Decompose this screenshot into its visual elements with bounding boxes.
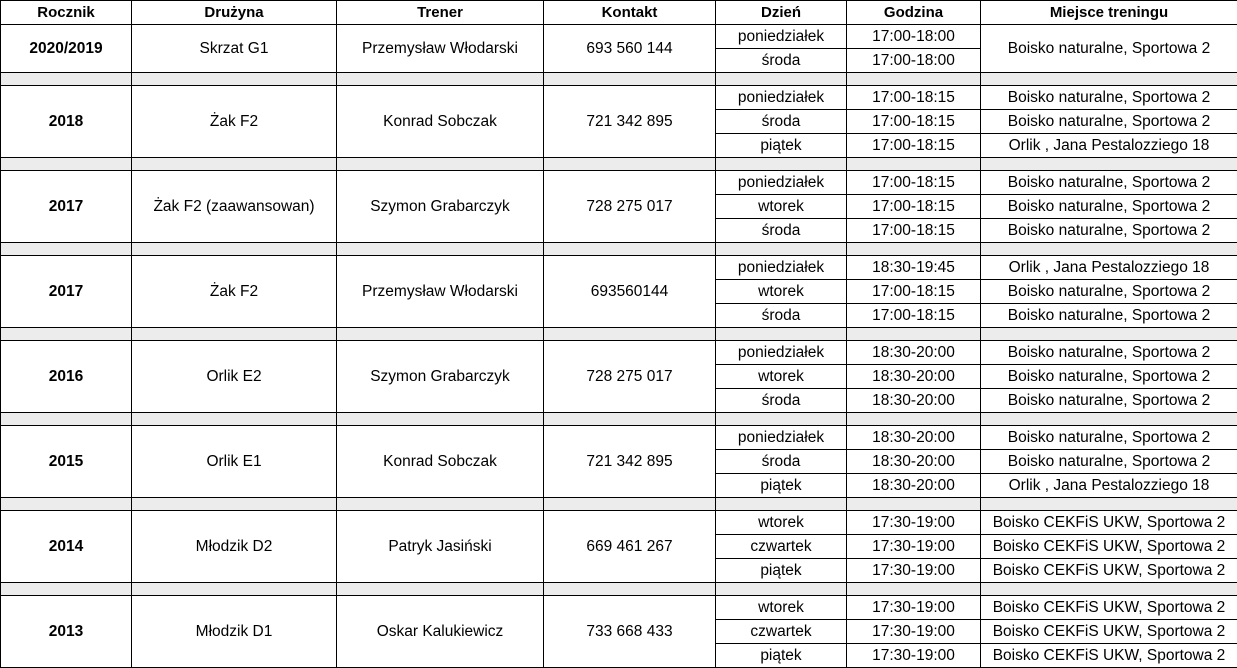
- table-row: [1, 511, 1237, 535]
- time-cell: 18:30-20:00: [847, 450, 981, 474]
- separator-cell: [1, 498, 132, 511]
- time-cell: 17:00-18:15: [847, 195, 981, 219]
- separator-cell: [1, 158, 132, 171]
- separator-cell: [1, 243, 132, 256]
- separator-cell: [1, 583, 132, 596]
- separator-cell: [1, 413, 132, 426]
- time-cell: 17:00-18:15: [847, 171, 981, 195]
- separator-cell: [337, 583, 544, 596]
- day-cell: środa: [716, 304, 847, 328]
- coach-cell: Patryk Jasiński: [337, 511, 544, 583]
- team-cell: Orlik E1: [132, 426, 337, 498]
- separator-cell: [716, 498, 847, 511]
- table-row: [1, 596, 1237, 620]
- time-cell: 17:00-18:15: [847, 304, 981, 328]
- location-cell: Boisko naturalne, Sportowa 2: [981, 219, 1237, 243]
- location-cell: Boisko naturalne, Sportowa 2: [981, 195, 1237, 219]
- team-cell: Żak F2: [132, 86, 337, 158]
- day-cell: środa: [716, 49, 847, 73]
- time-cell: 17:00-18:15: [847, 134, 981, 158]
- day-cell: wtorek: [716, 596, 847, 620]
- separator-cell: [544, 73, 716, 86]
- contact-cell: 693 560 144: [544, 25, 716, 73]
- separator-row: [1, 158, 1237, 171]
- header-row: [1, 1, 1237, 25]
- location-cell: Orlik , Jana Pestalozziego 18: [981, 134, 1237, 158]
- schedule-body: [1, 25, 1237, 668]
- separator-cell: [981, 498, 1237, 511]
- table-row: [1, 171, 1237, 195]
- day-cell: piątek: [716, 134, 847, 158]
- separator-cell: [847, 328, 981, 341]
- day-cell: wtorek: [716, 511, 847, 535]
- year-cell: 2014: [1, 511, 132, 583]
- coach-cell: Szymon Grabarczyk: [337, 341, 544, 413]
- separator-cell: [337, 243, 544, 256]
- separator-cell: [716, 243, 847, 256]
- separator-cell: [337, 158, 544, 171]
- time-cell: 18:30-20:00: [847, 474, 981, 498]
- day-cell: poniedziałek: [716, 256, 847, 280]
- separator-cell: [716, 73, 847, 86]
- separator-cell: [337, 73, 544, 86]
- table-row: [1, 86, 1237, 110]
- location-cell: Boisko CEKFiS UKW, Sportowa 2: [981, 620, 1237, 644]
- separator-cell: [337, 498, 544, 511]
- team-cell: Młodzik D1: [132, 596, 337, 668]
- header-dzien: Dzień: [716, 1, 847, 25]
- separator-cell: [132, 413, 337, 426]
- separator-cell: [1, 73, 132, 86]
- location-cell: Boisko naturalne, Sportowa 2: [981, 280, 1237, 304]
- team-cell: Żak F2 (zaawansowan): [132, 171, 337, 243]
- separator-cell: [716, 583, 847, 596]
- time-cell: 17:30-19:00: [847, 535, 981, 559]
- contact-cell: 669 461 267: [544, 511, 716, 583]
- coach-cell: Przemysław Włodarski: [337, 25, 544, 73]
- separator-row: [1, 583, 1237, 596]
- time-cell: 18:30-20:00: [847, 365, 981, 389]
- separator-cell: [544, 243, 716, 256]
- year-cell: 2013: [1, 596, 132, 668]
- day-cell: środa: [716, 219, 847, 243]
- table-row: [1, 341, 1237, 365]
- coach-cell: Szymon Grabarczyk: [337, 171, 544, 243]
- day-cell: piątek: [716, 474, 847, 498]
- location-cell: Boisko naturalne, Sportowa 2: [981, 110, 1237, 134]
- header-druzyna: Drużyna: [132, 1, 337, 25]
- separator-cell: [337, 328, 544, 341]
- year-cell: 2017: [1, 171, 132, 243]
- location-cell: Boisko naturalne, Sportowa 2: [981, 86, 1237, 110]
- header-rocznik: Rocznik: [1, 1, 132, 25]
- separator-cell: [981, 243, 1237, 256]
- header-trener: Trener: [337, 1, 544, 25]
- year-cell: 2016: [1, 341, 132, 413]
- location-cell: Boisko naturalne, Sportowa 2: [981, 365, 1237, 389]
- separator-cell: [847, 73, 981, 86]
- day-cell: środa: [716, 389, 847, 413]
- day-cell: poniedziałek: [716, 171, 847, 195]
- location-cell: Boisko naturalne, Sportowa 2: [981, 389, 1237, 413]
- location-cell: Boisko naturalne, Sportowa 2: [981, 450, 1237, 474]
- coach-cell: Konrad Sobczak: [337, 86, 544, 158]
- contact-cell: 728 275 017: [544, 171, 716, 243]
- separator-cell: [132, 328, 337, 341]
- contact-cell: 721 342 895: [544, 426, 716, 498]
- separator-cell: [981, 583, 1237, 596]
- day-cell: piątek: [716, 644, 847, 668]
- day-cell: poniedziałek: [716, 341, 847, 365]
- separator-cell: [132, 243, 337, 256]
- separator-cell: [847, 158, 981, 171]
- location-cell: Boisko naturalne, Sportowa 2: [981, 171, 1237, 195]
- day-cell: środa: [716, 110, 847, 134]
- table-row: [1, 426, 1237, 450]
- coach-cell: Oskar Kalukiewicz: [337, 596, 544, 668]
- day-cell: czwartek: [716, 535, 847, 559]
- separator-cell: [132, 498, 337, 511]
- year-cell: 2017: [1, 256, 132, 328]
- header-kontakt: Kontakt: [544, 1, 716, 25]
- separator-cell: [544, 583, 716, 596]
- table-row: [1, 256, 1237, 280]
- time-cell: 17:30-19:00: [847, 620, 981, 644]
- day-cell: piątek: [716, 559, 847, 583]
- year-cell: 2015: [1, 426, 132, 498]
- time-cell: 18:30-20:00: [847, 426, 981, 450]
- team-cell: Skrzat G1: [132, 25, 337, 73]
- separator-cell: [847, 413, 981, 426]
- time-cell: 18:30-20:00: [847, 389, 981, 413]
- time-cell: 18:30-20:00: [847, 341, 981, 365]
- day-cell: wtorek: [716, 365, 847, 389]
- separator-cell: [716, 328, 847, 341]
- separator-cell: [981, 73, 1237, 86]
- separator-row: [1, 243, 1237, 256]
- location-cell: Boisko CEKFiS UKW, Sportowa 2: [981, 596, 1237, 620]
- day-cell: wtorek: [716, 195, 847, 219]
- separator-cell: [544, 328, 716, 341]
- contact-cell: 733 668 433: [544, 596, 716, 668]
- separator-cell: [1, 328, 132, 341]
- separator-cell: [544, 158, 716, 171]
- location-cell: Boisko CEKFiS UKW, Sportowa 2: [981, 511, 1237, 535]
- team-cell: Żak F2: [132, 256, 337, 328]
- coach-cell: Przemysław Włodarski: [337, 256, 544, 328]
- separator-cell: [716, 158, 847, 171]
- separator-cell: [132, 583, 337, 596]
- separator-cell: [981, 413, 1237, 426]
- contact-cell: 693560144: [544, 256, 716, 328]
- separator-cell: [544, 498, 716, 511]
- separator-row: [1, 413, 1237, 426]
- time-cell: 17:00-18:15: [847, 110, 981, 134]
- separator-cell: [847, 498, 981, 511]
- location-cell: Boisko naturalne, Sportowa 2: [981, 426, 1237, 450]
- location-cell: Boisko CEKFiS UKW, Sportowa 2: [981, 644, 1237, 668]
- separator-cell: [132, 73, 337, 86]
- team-cell: Młodzik D2: [132, 511, 337, 583]
- day-cell: poniedziałek: [716, 86, 847, 110]
- location-cell: Boisko CEKFiS UKW, Sportowa 2: [981, 559, 1237, 583]
- header-godzina: Godzina: [847, 1, 981, 25]
- location-cell: Boisko CEKFiS UKW, Sportowa 2: [981, 535, 1237, 559]
- time-cell: 17:30-19:00: [847, 559, 981, 583]
- separator-cell: [981, 328, 1237, 341]
- separator-cell: [981, 158, 1237, 171]
- separator-cell: [716, 413, 847, 426]
- time-cell: 17:00-18:15: [847, 280, 981, 304]
- time-cell: 18:30-19:45: [847, 256, 981, 280]
- year-cell: 2020/2019: [1, 25, 132, 73]
- time-cell: 17:30-19:00: [847, 596, 981, 620]
- header-miejsce: Miejsce treningu: [981, 1, 1237, 25]
- contact-cell: 721 342 895: [544, 86, 716, 158]
- day-cell: czwartek: [716, 620, 847, 644]
- time-cell: 17:30-19:00: [847, 511, 981, 535]
- separator-row: [1, 498, 1237, 511]
- coach-cell: Konrad Sobczak: [337, 426, 544, 498]
- day-cell: poniedziałek: [716, 25, 847, 49]
- day-cell: wtorek: [716, 280, 847, 304]
- separator-cell: [544, 413, 716, 426]
- separator-cell: [132, 158, 337, 171]
- separator-row: [1, 73, 1237, 86]
- location-cell: Orlik , Jana Pestalozziego 18: [981, 256, 1237, 280]
- table-row: [1, 25, 1237, 49]
- time-cell: 17:00-18:00: [847, 49, 981, 73]
- location-cell: Boisko naturalne, Sportowa 2: [981, 341, 1237, 365]
- separator-row: [1, 328, 1237, 341]
- time-cell: 17:30-19:00: [847, 644, 981, 668]
- day-cell: środa: [716, 450, 847, 474]
- location-cell: Orlik , Jana Pestalozziego 18: [981, 474, 1237, 498]
- team-cell: Orlik E2: [132, 341, 337, 413]
- location-cell: Boisko naturalne, Sportowa 2: [981, 304, 1237, 328]
- time-cell: 17:00-18:15: [847, 86, 981, 110]
- separator-cell: [847, 243, 981, 256]
- separator-cell: [337, 413, 544, 426]
- separator-cell: [847, 583, 981, 596]
- time-cell: 17:00-18:15: [847, 219, 981, 243]
- day-cell: poniedziałek: [716, 426, 847, 450]
- year-cell: 2018: [1, 86, 132, 158]
- location-cell: Boisko naturalne, Sportowa 2: [981, 25, 1237, 73]
- time-cell: 17:00-18:00: [847, 25, 981, 49]
- contact-cell: 728 275 017: [544, 341, 716, 413]
